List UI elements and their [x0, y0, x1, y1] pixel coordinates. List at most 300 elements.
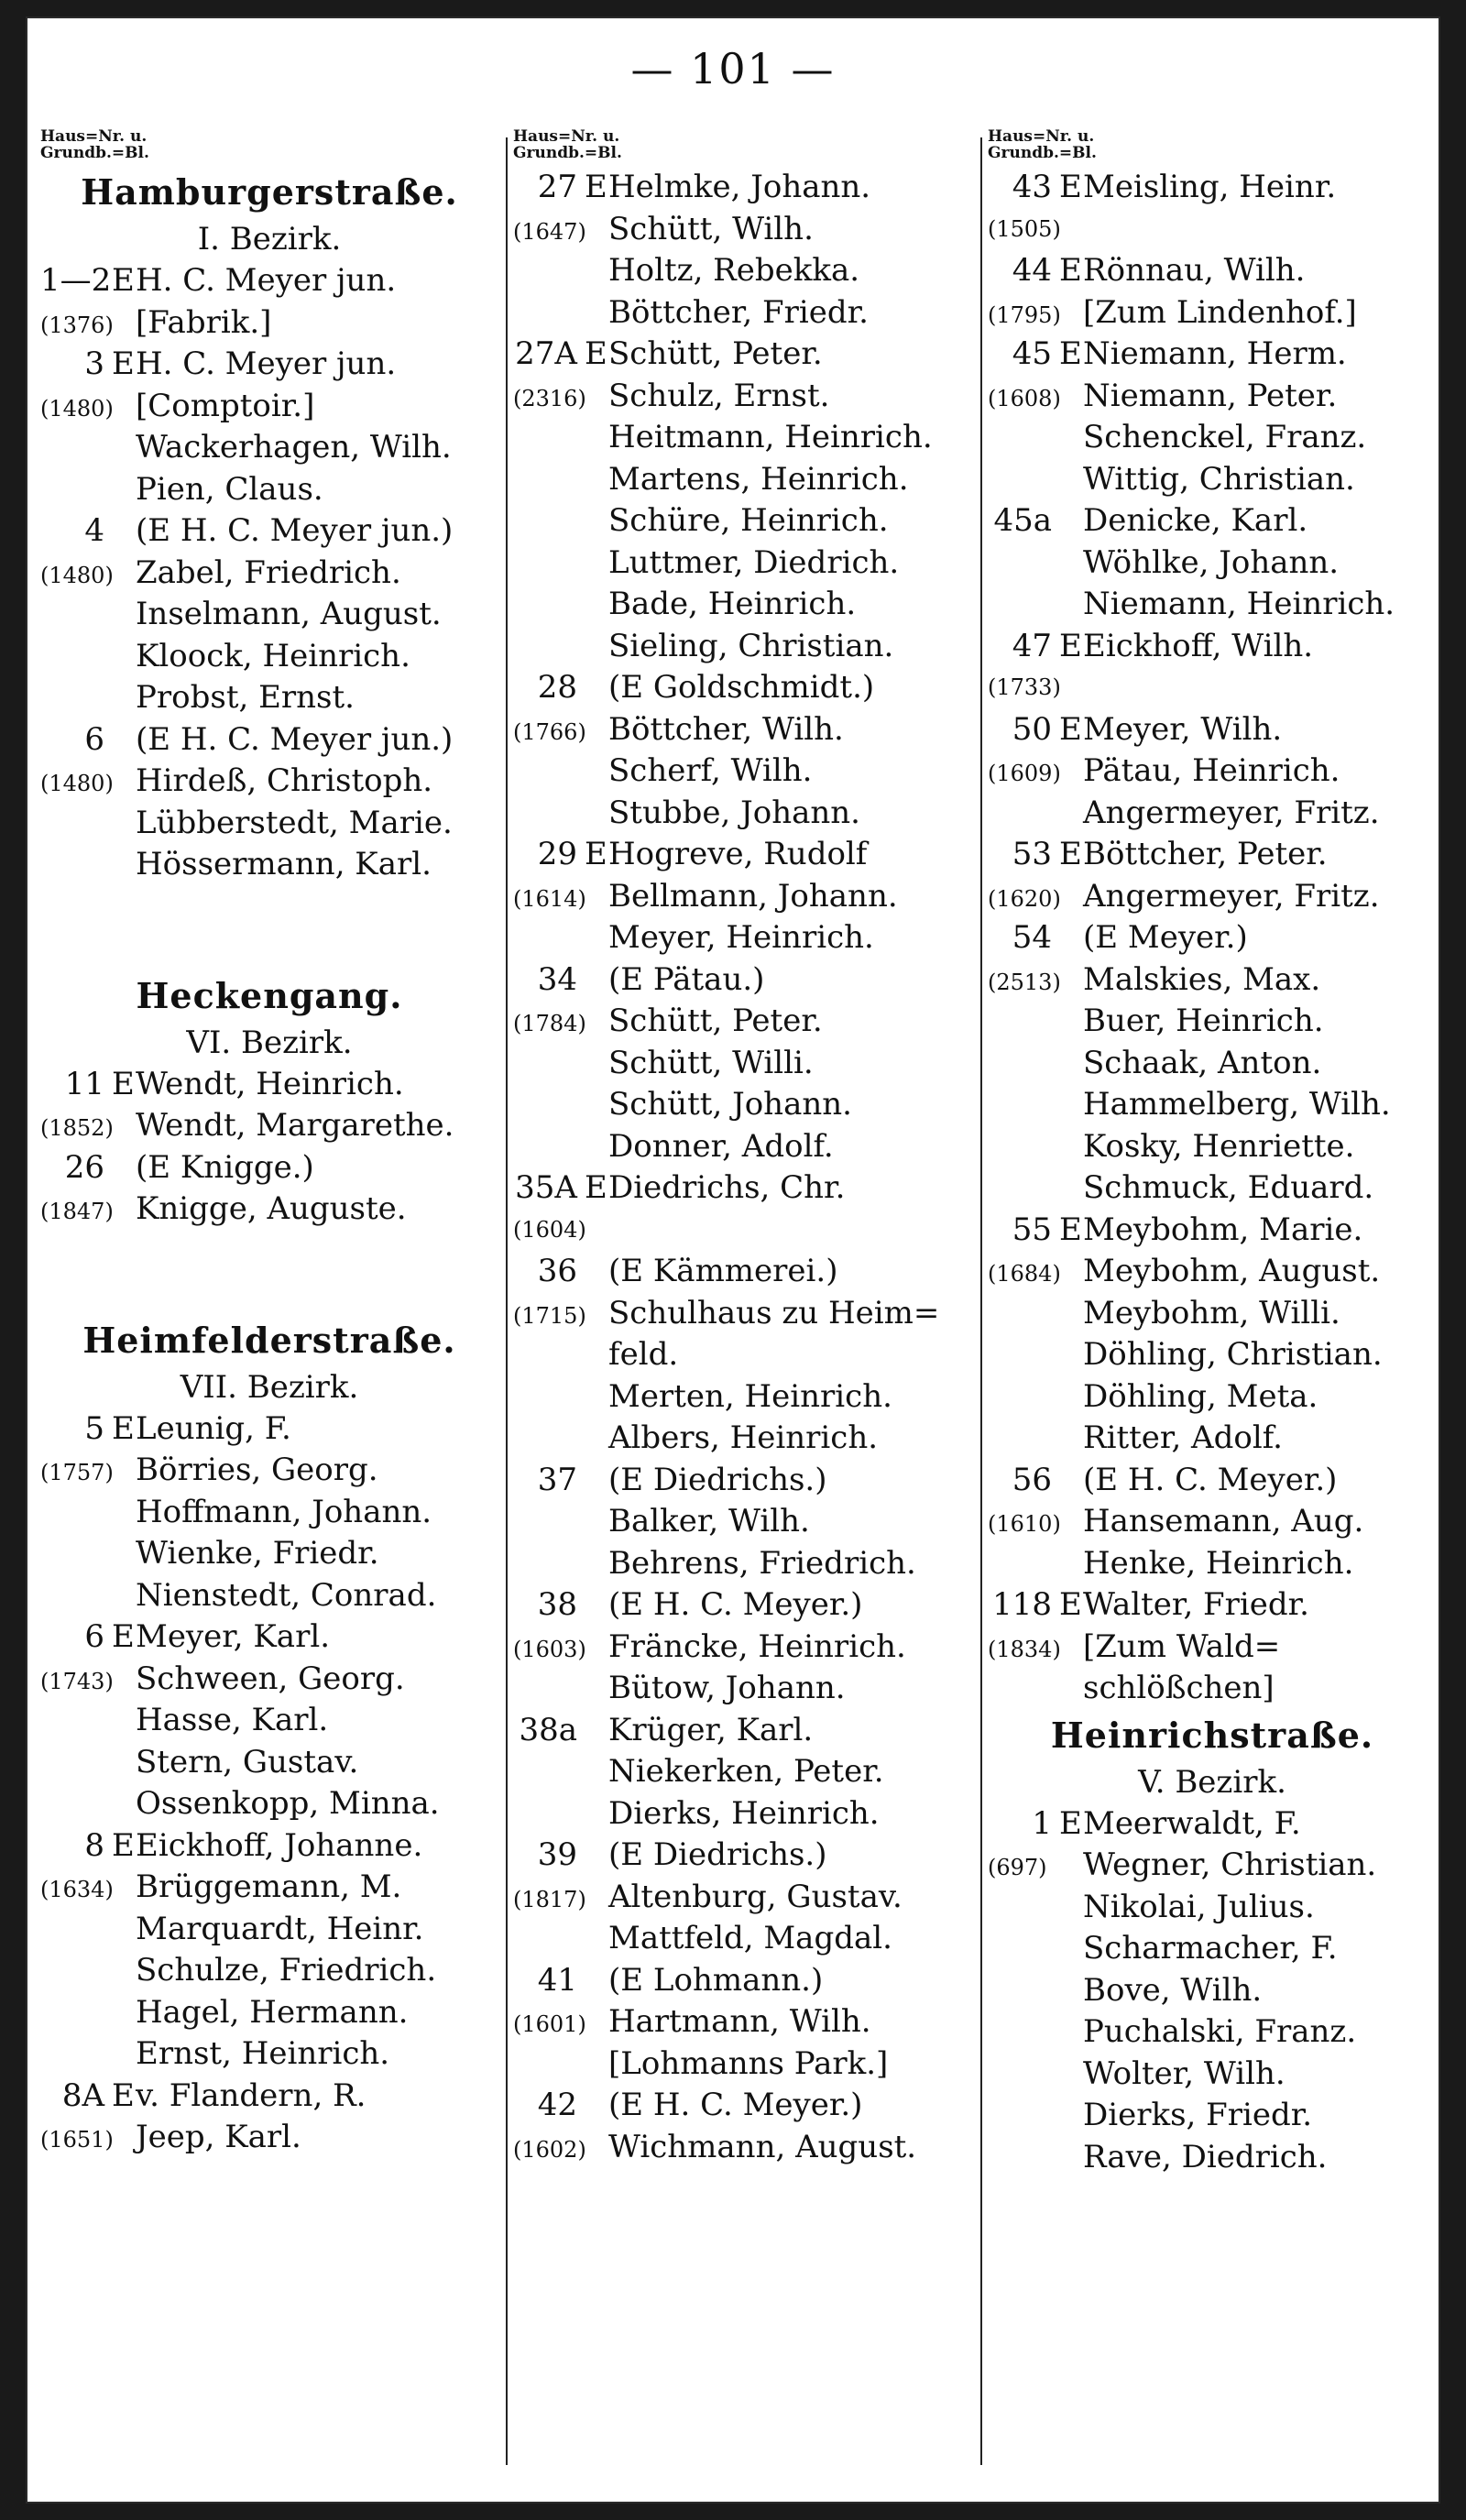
owner-marker: E [1059, 1804, 1082, 1842]
house-number: 1 [1032, 1804, 1052, 1842]
directory-line [40, 1783, 498, 1825]
resident-name: Schulhaus zu Heim= [608, 1294, 940, 1331]
resident-name: (E Pätau.) [608, 960, 765, 998]
directory-line [513, 834, 976, 876]
grundbuch-number: (1852) [40, 1115, 114, 1141]
resident-name: Holtz, Rebekka. [608, 252, 860, 289]
directory-line [513, 917, 976, 959]
house-number: 54 [1012, 919, 1052, 956]
house-number: 34 [537, 960, 577, 998]
directory-line [40, 1105, 498, 1147]
resident-name: Böttcher, Friedr. [608, 293, 869, 331]
directory-line [40, 386, 498, 428]
directory-line [513, 1501, 976, 1543]
grundbuch-number: (1609) [988, 761, 1061, 786]
directory-line [40, 803, 498, 845]
resident-name: [Zum Wald= [1083, 1627, 1281, 1665]
resident-name: [Fabrik.] [136, 303, 272, 341]
resident-name: [Zum Lindenhof.] [1083, 293, 1357, 331]
resident-name: Scharmacher, F. [1083, 1930, 1338, 1967]
house-number: 11 [64, 1065, 104, 1102]
house-number: 45a [993, 502, 1052, 539]
resident-name: Leunig, F. [136, 1409, 291, 1447]
resident-name: Stubbe, Johann. [608, 794, 860, 831]
directory-line [40, 677, 498, 719]
resident-name: Scherf, Wilh. [608, 752, 813, 789]
directory-line [988, 209, 1437, 251]
resident-name: Böttcher, Wilh. [608, 710, 844, 748]
directory-line [988, 1418, 1437, 1460]
house-number: 42 [537, 2087, 577, 2123]
column-3 [988, 128, 1437, 2474]
resident-name: (E H. C. Meyer.) [608, 1586, 863, 1623]
directory-line [513, 1877, 976, 1919]
owner-marker: E [1059, 710, 1082, 748]
resident-name: [Comptoir.] [136, 387, 315, 424]
directory-line [513, 1293, 976, 1335]
directory-line [513, 334, 976, 376]
directory-line [40, 1742, 498, 1784]
house-number: 38a [519, 1711, 577, 1748]
directory-line [988, 1460, 1437, 1502]
spacer [40, 1273, 498, 1315]
house-number: 27 [537, 169, 577, 205]
resident-name: Hössermann, Karl. [136, 846, 432, 882]
resident-name: Schween, Georg. [136, 1660, 405, 1697]
resident-name: Bellmann, Johann. [608, 877, 898, 915]
resident-name: v. Flandern, R. [136, 2076, 366, 2114]
house-number: 53 [1012, 836, 1052, 872]
grundbuch-number: (1795) [988, 301, 1061, 328]
resident-name: Balker, Wilh. [608, 1503, 810, 1539]
house-number: 8A [61, 2076, 104, 2114]
resident-name: Probst, Ernst. [136, 679, 355, 716]
directory-line [40, 844, 498, 886]
resident-name: Eickhoff, Wilh. [1083, 627, 1314, 664]
house-number: 56 [1012, 1461, 1052, 1498]
grundbuch-number: (1715) [513, 1302, 586, 1329]
directory-line [40, 1867, 498, 1909]
resident-name: Böttcher, Peter. [1083, 836, 1328, 872]
spacer [40, 886, 498, 928]
resident-name: Eickhoff, Johanne. [136, 1826, 423, 1864]
grundbuch-number: (1647) [513, 218, 586, 245]
resident-name: Wittig, Christian. [1083, 460, 1355, 498]
resident-name: (E Diedrichs.) [608, 1836, 827, 1873]
grundbuch-number: (1480) [40, 771, 114, 796]
resident-name: Donner, Adolf. [608, 1127, 834, 1165]
directory-line [988, 2137, 1437, 2179]
directory-line [40, 1575, 498, 1617]
directory-line [513, 876, 976, 918]
directory-line [988, 1167, 1437, 1210]
house-number: 118 [992, 1586, 1052, 1623]
column-header-line: Haus=Nr. u. [40, 127, 148, 146]
directory-line [988, 876, 1437, 918]
directory-line [988, 334, 1437, 376]
resident-name: Schmuck, Eduard. [1083, 1169, 1374, 1206]
directory-line [40, 302, 498, 345]
grundbuch-number: (1784) [513, 1011, 586, 1036]
house-number: 50 [1012, 710, 1052, 748]
resident-name: Marquardt, Heinr. [136, 1910, 424, 1947]
directory-line [988, 1803, 1437, 1846]
resident-name: Schüre, Heinrich. [608, 502, 889, 539]
directory-line [513, 417, 976, 459]
directory-line [40, 2033, 498, 2076]
street-heading: Heckengang. [136, 974, 403, 1016]
directory-line [988, 1043, 1437, 1085]
house-number: 55 [1012, 1211, 1052, 1248]
resident-name: Luttmer, Diedrich. [608, 543, 900, 581]
resident-name: (E Meyer.) [1083, 919, 1248, 956]
resident-name: Niemann, Peter. [1083, 377, 1338, 414]
resident-name: Nienstedt, Conrad. [136, 1576, 437, 1614]
owner-marker: E [112, 345, 135, 382]
directory-line [513, 1043, 976, 1085]
street-heading: Heinrichstraße. [1050, 1714, 1374, 1756]
directory-line [988, 1627, 1437, 1669]
directory-line [40, 510, 498, 553]
resident-name: (E H. C. Meyer.) [608, 2087, 863, 2123]
owner-marker: E [1059, 1586, 1082, 1623]
resident-name: (E Diedrichs.) [608, 1461, 827, 1498]
grundbuch-number: (1651) [40, 2127, 114, 2153]
resident-name: Denicke, Karl. [1083, 502, 1308, 539]
house-number: 27A [515, 335, 577, 372]
grundbuch-number: (1817) [513, 1886, 586, 1912]
house-number: 39 [537, 1836, 577, 1873]
directory-line [988, 1928, 1437, 1970]
resident-name: Hagel, Hermann. [136, 1993, 409, 2031]
directory-line [513, 1918, 976, 1960]
resident-name: Hogreve, Rudolf [608, 836, 868, 872]
resident-name: Schaak, Anton. [1083, 1044, 1322, 1081]
resident-name: Wackerhagen, Wilh. [136, 429, 452, 466]
resident-name: Hasse, Karl. [136, 1702, 329, 1738]
directory-line [513, 1084, 976, 1126]
directory-line [513, 626, 976, 668]
grundbuch-number: (1602) [513, 2136, 586, 2163]
directory-line [513, 376, 976, 418]
grundbuch-number: (1608) [988, 385, 1061, 411]
directory-line [513, 1334, 976, 1376]
owner-marker: E [585, 169, 607, 205]
house-number: 6 [84, 1618, 104, 1655]
directory-line [988, 1126, 1437, 1168]
resident-name: Bove, Wilh. [1083, 1971, 1263, 2009]
street-heading: Heimfelderstraße. [82, 1319, 456, 1361]
resident-name: Niekerken, Peter. [608, 1753, 884, 1790]
owner-marker: E [1059, 169, 1082, 205]
resident-name: H. C. Meyer jun. [136, 345, 397, 382]
grundbuch-number: (1634) [40, 1877, 114, 1902]
resident-name: Altenburg, Gustav. [608, 1878, 903, 1915]
directory-line [513, 1793, 976, 1835]
resident-name: Schenckel, Franz. [1083, 419, 1367, 455]
resident-name: Angermeyer, Fritz. [1083, 877, 1380, 915]
resident-name: Heitmann, Heinrich. [608, 419, 933, 455]
grundbuch-number: (697) [988, 1855, 1047, 1880]
owner-marker: E [1059, 335, 1082, 372]
resident-name: H. C. Meyer jun. [136, 262, 397, 299]
resident-name: Dierks, Friedr. [1083, 2097, 1313, 2133]
resident-name: Wegner, Christian. [1083, 1846, 1377, 1883]
directory-line [513, 1460, 976, 1502]
directory-line [40, 2117, 498, 2159]
resident-name: Meybohm, August. [1083, 1253, 1381, 1289]
resident-name: Knigge, Auguste. [136, 1190, 407, 1227]
owner-marker: E [1059, 252, 1082, 289]
resident-name: (E Lohmann.) [608, 1961, 824, 1999]
grundbuch-number: (1480) [40, 395, 114, 422]
directory-line [40, 1492, 498, 1534]
directory-line [988, 417, 1437, 459]
resident-name: Wendt, Margarethe. [136, 1107, 454, 1144]
owner-marker: E [585, 836, 607, 872]
house-number: 45 [1012, 335, 1052, 372]
grundbuch-number: (1603) [513, 1636, 586, 1662]
directory-line [513, 709, 976, 751]
directory-line [988, 500, 1437, 542]
directory-line [988, 959, 1437, 1002]
directory-line [513, 167, 976, 209]
resident-name: Hoffmann, Johann. [136, 1493, 432, 1530]
grundbuch-number: (1834) [988, 1636, 1061, 1662]
resident-name: Schütt, Peter. [608, 1003, 823, 1039]
resident-name: Dierks, Heinrich. [608, 1794, 880, 1832]
house-number: 36 [537, 1253, 577, 1289]
directory-line [40, 761, 498, 803]
directory-line [513, 2001, 976, 2043]
directory-line [40, 719, 498, 761]
directory-line [988, 1887, 1437, 1929]
resident-name: Nikolai, Julius. [1083, 1888, 1315, 1925]
owner-marker: E [585, 1169, 607, 1206]
resident-name: (E Kämmerei.) [608, 1253, 838, 1289]
resident-name: Diedrichs, Chr. [608, 1169, 846, 1206]
resident-name: Niemann, Heinrich. [1083, 586, 1395, 622]
directory-line [988, 584, 1437, 626]
grundbuch-number: (1610) [988, 1511, 1061, 1537]
resident-name: Börries, Georg. [136, 1452, 378, 1488]
directory-line [513, 2043, 976, 2086]
directory-line [988, 1668, 1437, 1710]
directory-line [988, 1970, 1437, 2012]
resident-name: Rönnau, Wilh. [1083, 252, 1306, 289]
resident-name: Henke, Heinrich. [1083, 1544, 1354, 1582]
directory-line [513, 1751, 976, 1793]
resident-name: Schütt, Peter. [608, 335, 823, 372]
resident-name: Buer, Heinrich. [1083, 1003, 1324, 1039]
directory-line [40, 1064, 498, 1106]
owner-marker: E [112, 262, 135, 299]
column-header-line: Haus=Nr. u. [988, 127, 1095, 146]
directory-line [988, 1584, 1437, 1627]
resident-name: Hirdeß, Christoph. [136, 762, 433, 799]
resident-name: Jeep, Karl. [136, 2119, 301, 2155]
directory-line [988, 1001, 1437, 1043]
resident-name: Döhling, Meta. [1083, 1377, 1318, 1415]
resident-name: Meyer, Karl. [136, 1618, 331, 1655]
resident-name: Krüger, Karl. [608, 1711, 814, 1748]
resident-name: Mattfeld, Magdal. [608, 1920, 892, 1956]
district-label: VI. Bezirk. [186, 1024, 353, 1061]
resident-name: Schulz, Ernst. [608, 377, 830, 414]
resident-name: Wolter, Wilh. [1083, 2054, 1285, 2092]
house-number: 6 [84, 720, 104, 758]
resident-name: (E H. C. Meyer.) [1083, 1461, 1338, 1498]
district-label: V. Bezirk. [1138, 1763, 1286, 1801]
directory-line [513, 751, 976, 793]
column-header-line: Haus=Nr. u. [513, 127, 620, 146]
house-number: 29 [537, 836, 577, 872]
directory-line [988, 709, 1437, 751]
directory-line [513, 1376, 976, 1419]
resident-name: Pien, Claus. [136, 470, 323, 508]
directory-line [40, 1408, 498, 1451]
resident-name: Behrens, Friedrich. [608, 1544, 916, 1582]
resident-name: Niemann, Herm. [1083, 335, 1347, 372]
owner-marker: E [1059, 1211, 1082, 1248]
directory-line [988, 751, 1437, 793]
directory-line [513, 584, 976, 626]
resident-name: Malskies, Max. [1083, 960, 1321, 998]
column-header-line: Grundb.=Bl. [513, 144, 622, 162]
directory-line [513, 1543, 976, 1585]
directory-line [988, 2095, 1437, 2137]
resident-name: Meyer, Wilh. [1083, 710, 1283, 748]
grundbuch-number: (1376) [40, 312, 114, 338]
resident-name: (E Knigge.) [136, 1148, 314, 1186]
directory-line [988, 1334, 1437, 1376]
directory-line [513, 1001, 976, 1043]
directory-line [40, 1909, 498, 1951]
directory-line [988, 1293, 1437, 1335]
grundbuch-number: (1757) [40, 1460, 114, 1485]
house-number: 37 [537, 1461, 577, 1498]
resident-name: Fräncke, Heinrich. [608, 1627, 906, 1665]
directory-line [513, 1627, 976, 1669]
directory-line [513, 1418, 976, 1460]
resident-name: Albers, Heinrich. [608, 1419, 879, 1456]
grundbuch-number: (1601) [513, 2011, 586, 2037]
house-number: 38 [537, 1586, 577, 1623]
resident-name: Zabel, Friedrich. [136, 553, 401, 591]
grundbuch-number: (1505) [988, 215, 1061, 242]
directory-line [988, 1543, 1437, 1585]
resident-name: Meyer, Heinrich. [608, 919, 874, 956]
district-label: I. Bezirk. [197, 221, 342, 257]
directory-line [40, 636, 498, 678]
directory-line [513, 2085, 976, 2127]
owner-marker: E [112, 2076, 135, 2114]
directory-line [513, 2127, 976, 2169]
grundbuch-number: (2316) [513, 385, 586, 411]
resident-name: Hartmann, Wilh. [608, 2003, 871, 2040]
resident-name: Schütt, Wilh. [608, 210, 814, 247]
grundbuch-number: (1620) [988, 885, 1061, 912]
resident-name: Wichmann, August. [608, 2128, 917, 2165]
directory-line [988, 2011, 1437, 2054]
resident-name: Sieling, Christian. [608, 627, 894, 664]
directory-line [513, 1126, 976, 1168]
grundbuch-number: (1733) [988, 674, 1061, 700]
directory-line [513, 1210, 976, 1252]
house-number: 8 [84, 1826, 104, 1864]
resident-name: Wöhlke, Johann. [1083, 543, 1340, 581]
directory-line [513, 1167, 976, 1210]
directory-line [40, 1700, 498, 1742]
owner-marker: E [585, 335, 607, 372]
grundbuch-number: (1684) [988, 1261, 1061, 1287]
street-heading: Hamburgerstraße. [81, 171, 458, 213]
directory-line [988, 667, 1437, 709]
directory-line [40, 1616, 498, 1659]
directory-line [40, 427, 498, 469]
grundbuch-number: (1847) [40, 1199, 114, 1224]
directory-line [40, 1533, 498, 1575]
directory-line [513, 209, 976, 251]
directory-line [513, 1835, 976, 1877]
resident-name: Martens, Heinrich. [608, 460, 909, 498]
directory-line [988, 542, 1437, 585]
directory-line [40, 2076, 498, 2118]
directory-line [513, 292, 976, 334]
directory-line [988, 1376, 1437, 1419]
directory-line [513, 459, 976, 501]
house-number: 26 [64, 1148, 104, 1186]
house-number: 28 [537, 669, 577, 706]
directory-line [988, 1084, 1437, 1126]
directory-line [988, 1251, 1437, 1293]
resident-name: Bütow, Johann. [608, 1670, 846, 1706]
column-header-line: Grundb.=Bl. [40, 144, 149, 162]
resident-name: Lübberstedt, Marie. [136, 804, 453, 841]
resident-name: Kloock, Heinrich. [136, 637, 410, 674]
resident-name: Brüggemann, M. [136, 1868, 402, 1905]
directory-line [988, 167, 1437, 209]
resident-name: Merten, Heinrich. [608, 1377, 892, 1415]
owner-marker: E [1059, 836, 1082, 872]
directory-line [40, 594, 498, 636]
directory-line [988, 626, 1437, 668]
resident-name: Puchalski, Franz. [1083, 2013, 1357, 2050]
column-1 [40, 128, 498, 2474]
house-number: 3 [84, 345, 104, 382]
directory-line [40, 1659, 498, 1701]
directory-line [513, 667, 976, 709]
directory-line [988, 250, 1437, 292]
directory-line [40, 1147, 498, 1189]
column-divider [980, 137, 982, 2465]
house-number: 1—2 [40, 262, 112, 299]
owner-marker: E [1059, 627, 1082, 664]
grundbuch-number: (2513) [988, 969, 1061, 995]
directory-line [40, 469, 498, 511]
resident-name: Inselmann, August. [136, 596, 442, 632]
resident-name: Meybohm, Marie. [1083, 1211, 1363, 1248]
directory-line [513, 1251, 976, 1293]
resident-name: (E Goldschmidt.) [608, 669, 875, 706]
directory-line [988, 292, 1437, 334]
house-number: 43 [1012, 169, 1052, 205]
column-header [988, 128, 1437, 163]
resident-name: Rave, Diedrich. [1083, 2138, 1328, 2175]
grundbuch-number: (1480) [40, 562, 114, 588]
owner-marker: E [112, 1618, 135, 1655]
house-number: 44 [1012, 252, 1052, 289]
